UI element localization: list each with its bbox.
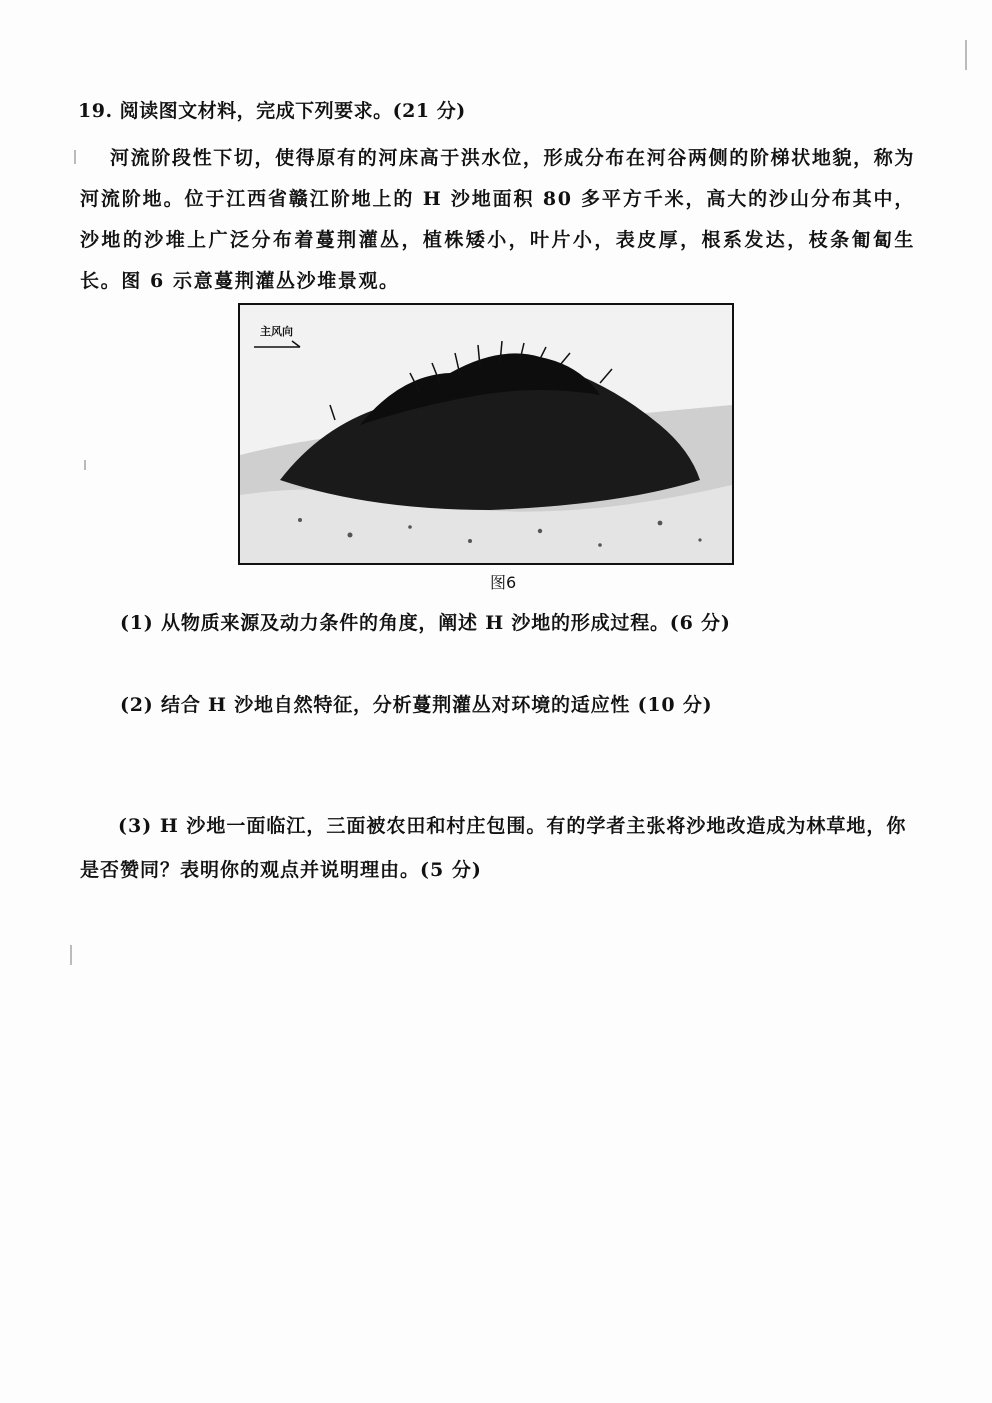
scan-mark — [70, 945, 72, 965]
dune-shrub-image — [240, 305, 732, 563]
scan-mark — [965, 40, 967, 70]
material-paragraph: 河流阶段性下切，使得原有的河床高于洪水位，形成分布在河谷两侧的阶梯状地貌，称为河流阶地。位于江西省赣江阶地上的 H 沙地面积 80 多平方千米，高大的沙山分布其中，沙地的沙堆上广泛分布着蔓荆灌丛，植株矮小，叶片小，表皮厚，根系发达，枝条匍匐生长。图 6 示意蔓荆灌丛沙堆景观。 — [80, 147, 915, 292]
figure-6-photo — [238, 303, 734, 565]
wind-direction-label: 主风向 — [260, 325, 293, 338]
sub-question-1: (1) 从物质来源及动力条件的角度，阐述 H 沙地的形成过程。(6 分) — [120, 612, 731, 634]
sub-question-2: (2) 结合 H 沙地自然特征，分析蔓荆灌丛对环境的适应性 (10 分) — [120, 694, 713, 716]
question-title: 19. 阅读图文材料，完成下列要求。(21 分) — [78, 100, 466, 122]
sub-question-3: (3) H 沙地一面临江，三面被农田和村庄包围。有的学者主张将沙地改造成为林草地，你是否赞同？表明你的观点并说明理由。(5 分) — [80, 815, 907, 881]
figure-caption: 图6 — [490, 573, 517, 592]
scan-mark — [74, 150, 76, 164]
scan-mark — [84, 460, 86, 470]
